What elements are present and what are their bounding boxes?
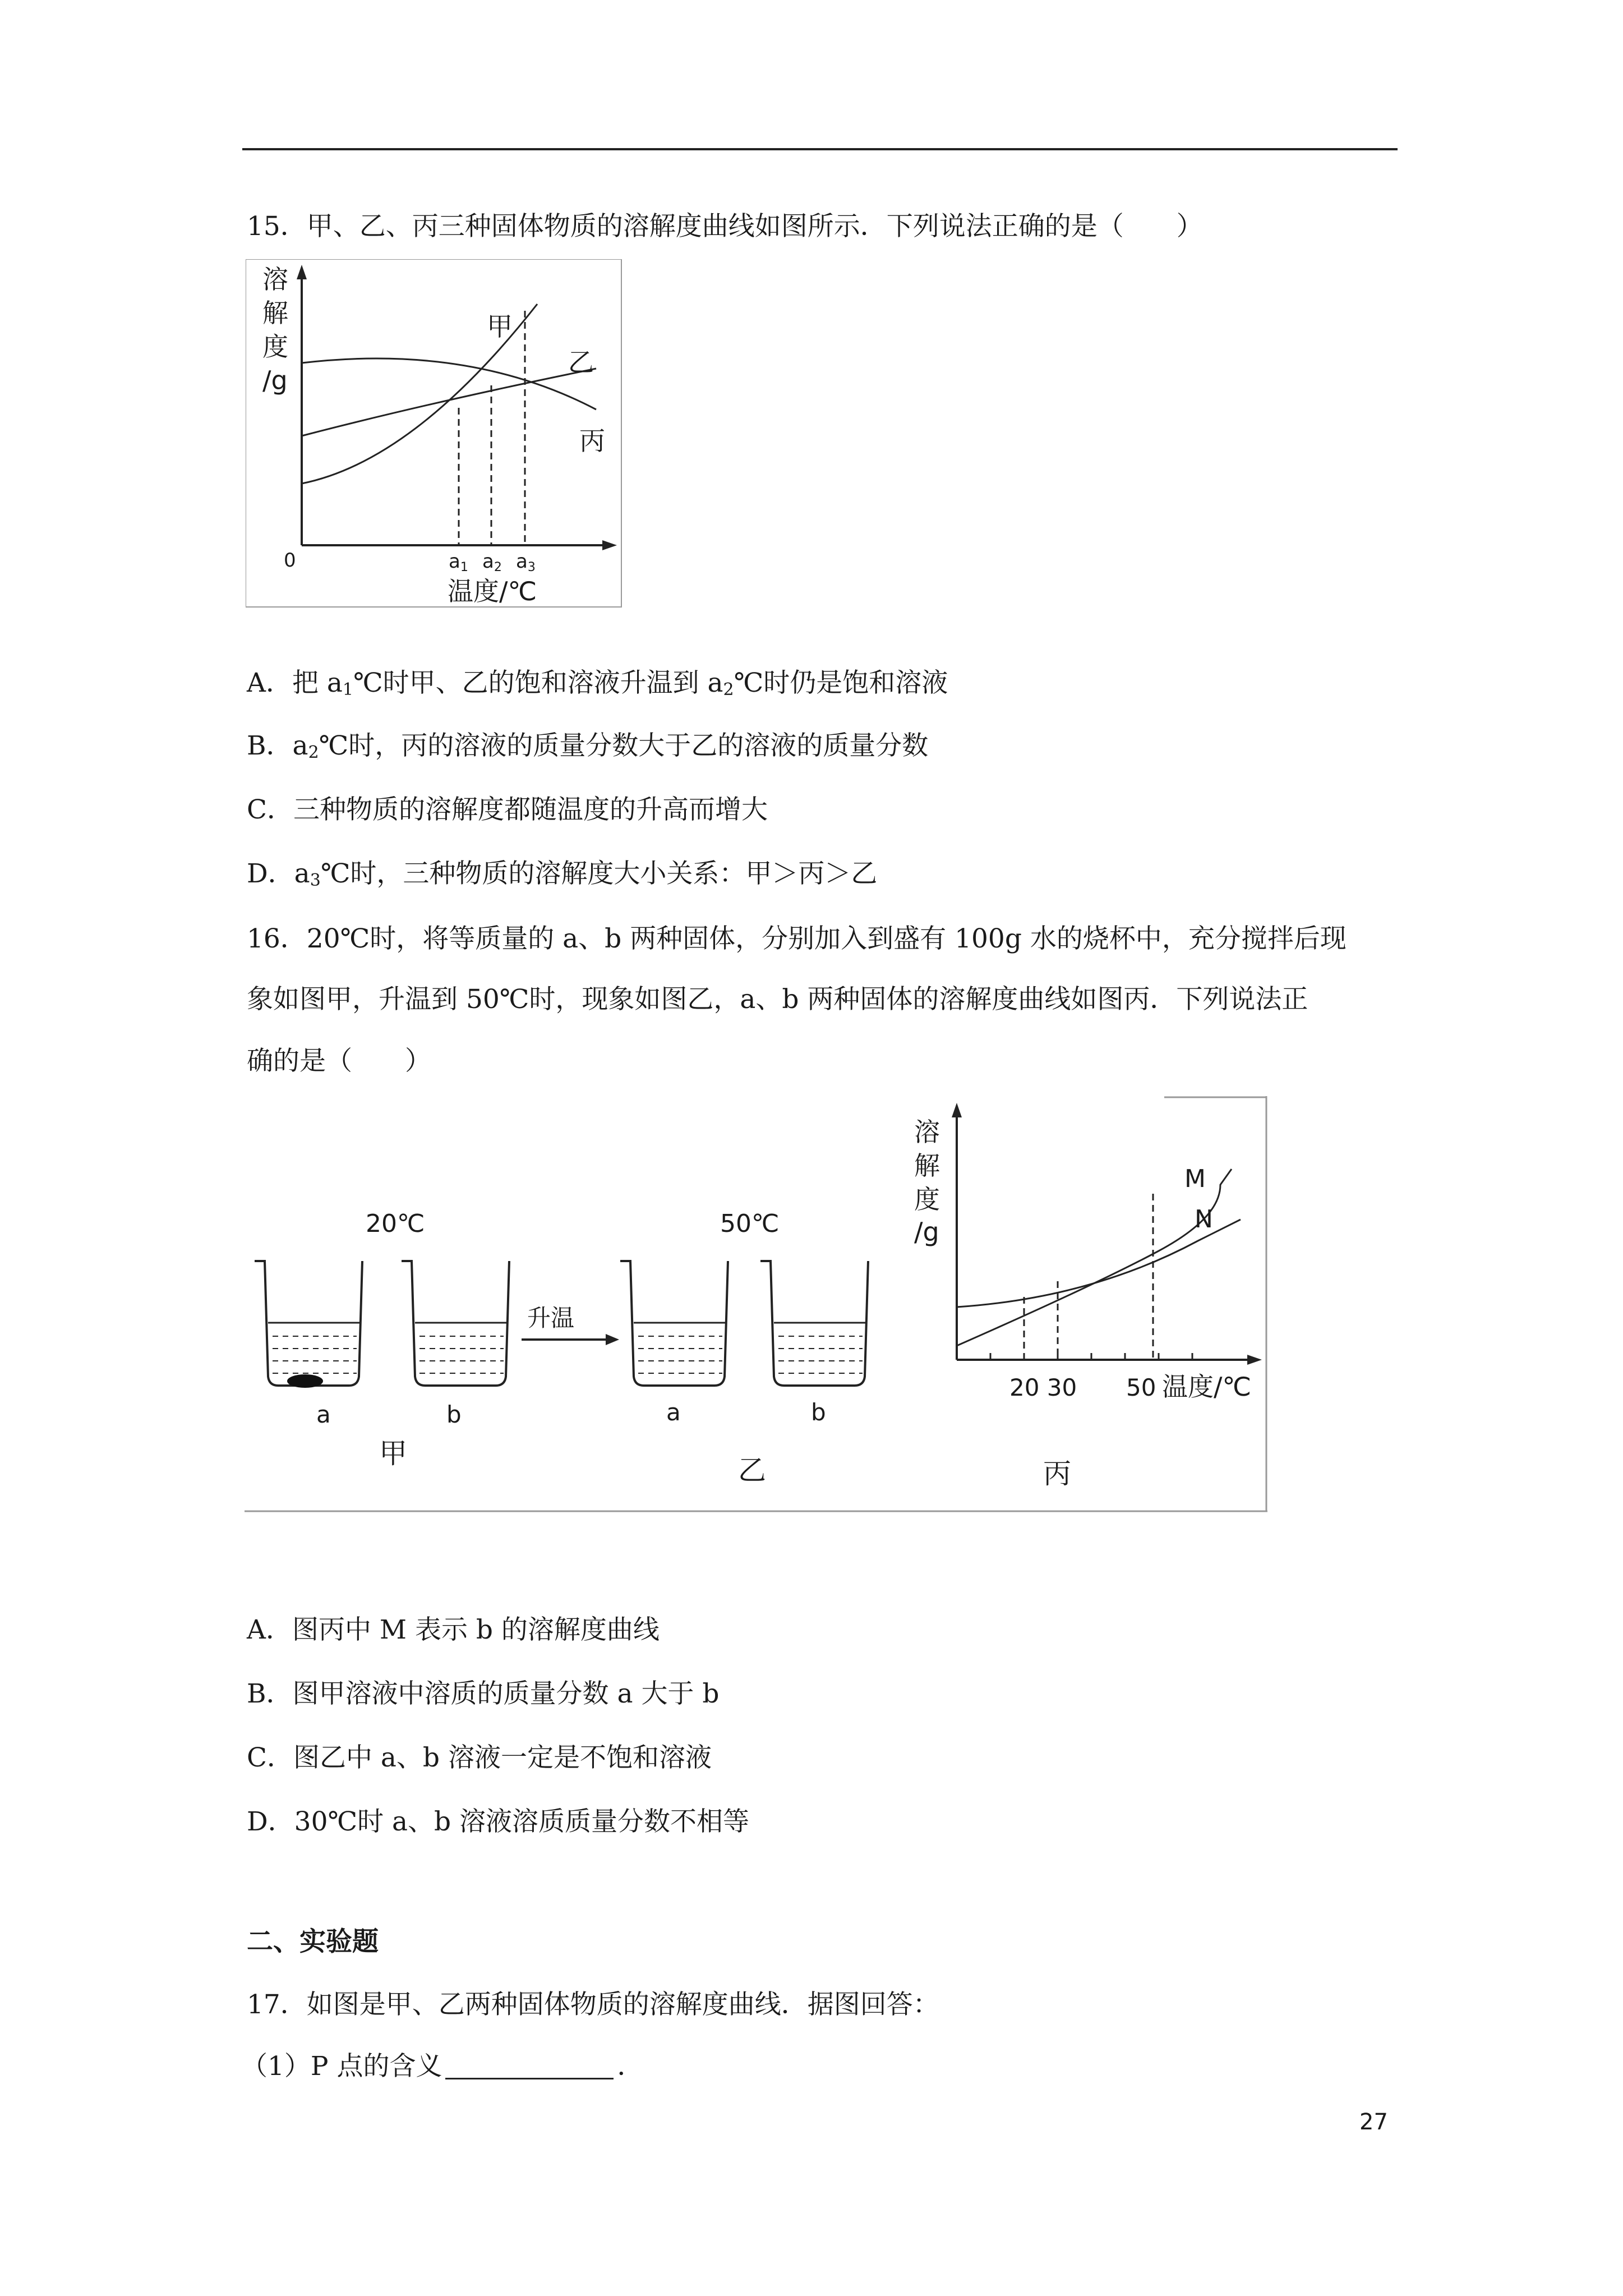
heat-label: 升温 [527, 1304, 575, 1332]
graph-xlabel: 温度/℃ [1162, 1372, 1252, 1402]
y-axis-arrow [297, 265, 307, 279]
ylabel-3: 度 [262, 332, 288, 362]
q16-option-c: C．图乙中 a、b 溶液一定是不饱和溶液 [247, 1742, 712, 1773]
page-number: 27 [1359, 2109, 1388, 2135]
beaker-label-b1: b [446, 1401, 462, 1428]
q16-option-b: B．图甲溶液中溶质的质量分数 a 大于 b [247, 1678, 720, 1709]
beaker-a-50 [620, 1261, 728, 1386]
label-jia: 甲 [487, 311, 513, 342]
graph-xtick-20-30: 20 30 [1009, 1374, 1077, 1401]
label-yi: 乙 [568, 347, 594, 378]
q15-option-c: C．三种物质的溶解度都随温度的升高而增大 [247, 794, 768, 825]
q15-solubility-graph [246, 259, 623, 609]
ylabel-1: 溶 [262, 264, 288, 295]
section-heading: 二、实验题 [247, 1926, 379, 1957]
beaker-label-a1: a [316, 1401, 331, 1428]
q17-stem: 17．如图是甲、乙两种固体物质的溶解度曲线．据图回答： [247, 1989, 939, 2020]
graph-ylabel-3: 度 [914, 1184, 940, 1214]
answer-blank[interactable] [445, 2053, 614, 2079]
curve-M [957, 1169, 1232, 1346]
graph-ylabel-4: /g [914, 1217, 939, 1247]
beaker-b-20 [402, 1261, 509, 1386]
beaker-a-20 [255, 1261, 362, 1388]
heat-arrow-head [606, 1334, 619, 1345]
q16-solubility-graph [914, 1103, 1262, 1402]
q16-figure [245, 1096, 1269, 1513]
label-M: M [1184, 1165, 1206, 1193]
tick-a2: a2 [482, 550, 502, 574]
q15-option-a: A．把 $a_1℃$时甲、乙的饱和溶液升温到 $a_2℃$时仍是饱和溶液 [247, 668, 948, 700]
ylabel-2: 解 [262, 298, 288, 328]
q16-option-a: A．图丙中 M 表示 b 的溶解度曲线 [247, 1614, 660, 1645]
q16-stem-line-1: 16．20℃时，将等质量的 a、b 两种固体，分别加入到盛有 100g 水的烧杯中，充分搅拌后现 [247, 923, 1347, 954]
q16-option-d: D．30℃时 a、b 溶液溶质质量分数不相等 [247, 1806, 750, 1837]
q15-stem: 15．甲、乙、丙三种固体物质的溶解度曲线如图所示．下列说法正确的是（ ） [247, 211, 1203, 242]
beaker-label-b2: b [811, 1398, 826, 1426]
q17-sub1: （1）P 点的含义 ． [241, 2051, 644, 2082]
ylabel-4: /g [262, 365, 288, 395]
header-rule [242, 148, 1398, 150]
q15-option-d: D．$a_3℃$时，三种物质的溶解度大小关系：甲＞丙＞乙 [247, 858, 878, 890]
label-N: N [1195, 1205, 1213, 1234]
curve-yi [302, 369, 596, 436]
graph-xtick-50: 50 [1126, 1374, 1156, 1401]
temp-50: 50℃ [720, 1209, 780, 1238]
panel-label-yi: 乙 [738, 1454, 766, 1487]
graph-ylabel-1: 溶 [914, 1117, 940, 1147]
tick-a3: a3 [516, 550, 536, 574]
panel-label-jia: 甲 [379, 1437, 407, 1470]
origin-label: 0 [284, 549, 296, 572]
label-bing: 丙 [579, 426, 605, 456]
q16-stem-line-3: 确的是（ ） [247, 1046, 431, 1076]
q15-option-b: B．$a_2℃$时，丙的溶液的质量分数大于乙的溶液的质量分数 [247, 730, 929, 762]
x-axis-arrow [602, 540, 617, 550]
beaker-b-50 [760, 1261, 868, 1386]
xlabel: 温度/℃ [448, 576, 537, 606]
tick-a1: a1 [449, 550, 468, 574]
q16-stem-line-2: 象如图甲，升温到 50℃时，现象如图乙，a、b 两种固体的溶解度曲线如图丙．下列说法正 [247, 984, 1308, 1015]
curve-bing [302, 358, 596, 409]
temp-20: 20℃ [366, 1209, 425, 1238]
panel-label-bing: 丙 [1043, 1457, 1071, 1490]
graph-ylabel-2: 解 [914, 1151, 940, 1181]
beaker-label-a2: a [666, 1398, 681, 1426]
